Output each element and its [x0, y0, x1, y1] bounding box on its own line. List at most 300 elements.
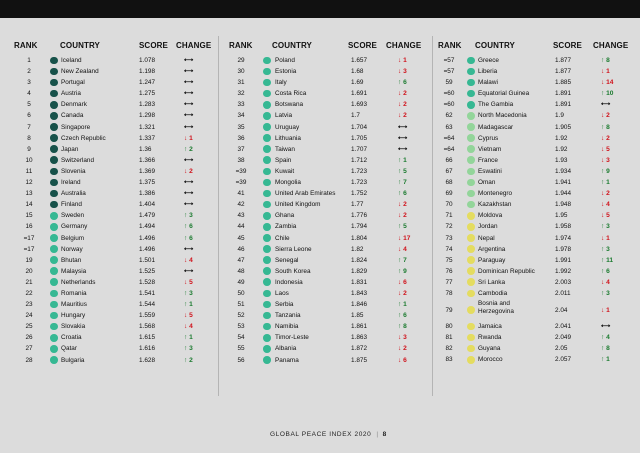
rank-header: RANK — [14, 41, 38, 50]
peace-level-dot-icon — [50, 267, 58, 275]
country-cell: Slovenia — [61, 167, 86, 175]
country-cell: Mongolia — [275, 179, 301, 187]
rank-cell: =57 — [443, 57, 455, 64]
rank-cell: 62 — [445, 112, 453, 120]
score-cell: 1.85 — [351, 312, 364, 320]
score-cell: 1.528 — [139, 278, 155, 286]
rank-cell: 77 — [445, 278, 453, 286]
peace-level-dot-icon — [263, 301, 271, 309]
score-cell: 1.275 — [139, 90, 155, 98]
country-cell: Argentina — [478, 245, 506, 253]
peace-level-dot-icon — [263, 112, 271, 120]
country-cell: United Arab Emirates — [275, 190, 336, 198]
country-cell: Malaysia — [61, 267, 87, 275]
country-cell: Chile — [275, 234, 290, 242]
rank-cell: 78 — [445, 289, 453, 297]
rank-cell: 21 — [25, 278, 33, 286]
change-cell: ↓ 4 — [184, 256, 193, 264]
change-cell: ↓ 5 — [601, 145, 610, 153]
country-cell: Hungary — [61, 312, 86, 320]
country-cell: Kuwait — [275, 167, 295, 175]
change-cell: ↑ 1 — [184, 334, 193, 342]
change-cell: ↓ 2 — [601, 190, 610, 198]
score-cell: 2.003 — [555, 278, 571, 286]
country-cell: New Zealand — [61, 68, 99, 76]
rank-cell: 44 — [237, 223, 245, 231]
change-cell: ↓ 2 — [398, 345, 407, 353]
country-cell: Denmark — [61, 101, 87, 109]
score-cell: 1.794 — [351, 223, 367, 231]
change-cell: ↓ 4 — [601, 201, 610, 209]
score-cell: 1.544 — [139, 301, 155, 309]
country-cell: France — [478, 156, 498, 164]
change-header: CHANGE — [386, 41, 422, 50]
country-cell: Slovakia — [61, 323, 86, 331]
peace-level-dot-icon — [263, 356, 271, 364]
change-cell: ⟷ — [184, 68, 194, 76]
peace-level-dot-icon — [467, 57, 475, 65]
change-cell: ↑ 6 — [184, 234, 193, 242]
country-cell: Belgium — [61, 234, 85, 242]
score-cell: 1.496 — [139, 245, 155, 253]
peace-level-dot-icon — [263, 101, 271, 109]
score-cell: 1.369 — [139, 167, 155, 175]
rank-cell: 71 — [445, 212, 453, 220]
country-cell: Dominican Republic — [478, 267, 535, 275]
peace-level-dot-icon — [263, 90, 271, 98]
rank-cell: 33 — [237, 101, 245, 109]
score-cell: 1.496 — [139, 234, 155, 242]
rank-cell: =60 — [443, 101, 455, 109]
score-cell: 2.011 — [555, 289, 571, 297]
score-cell: 1.404 — [139, 201, 155, 209]
rank-cell: 48 — [237, 267, 245, 275]
footer-divider: | — [376, 431, 379, 438]
change-cell: ↓ 4 — [184, 323, 193, 331]
score-cell: 1.198 — [139, 68, 155, 76]
rank-cell: 25 — [25, 323, 33, 331]
score-cell: 1.863 — [351, 334, 367, 342]
score-cell: 1.68 — [351, 68, 364, 76]
change-cell: ↓ 1 — [601, 306, 610, 314]
score-cell: 1.386 — [139, 190, 155, 198]
country-cell: Uruguay — [275, 123, 300, 131]
rank-header: RANK — [229, 41, 253, 50]
score-cell: 1.934 — [555, 167, 571, 175]
country-cell: Liberia — [478, 68, 498, 76]
country-cell: Cambodia — [478, 289, 508, 297]
rank-cell: 12 — [25, 179, 33, 187]
peace-level-dot-icon — [263, 168, 271, 176]
peace-level-dot-icon — [467, 267, 475, 275]
country-cell: Taiwan — [275, 145, 295, 153]
country-cell: Kazakhstan — [478, 201, 512, 209]
country-cell: Latvia — [275, 112, 293, 120]
rank-cell: 15 — [25, 212, 33, 220]
rank-cell: 29 — [237, 57, 245, 64]
change-cell: ⟷ — [184, 190, 194, 198]
peace-level-dot-icon — [50, 179, 58, 187]
change-cell: ↑ 4 — [601, 334, 610, 342]
score-cell: 1.375 — [139, 179, 155, 187]
country-cell: Namibia — [275, 323, 299, 331]
change-cell: ⟷ — [601, 323, 611, 331]
country-cell: Norway — [61, 245, 83, 253]
score-cell: 1.494 — [139, 223, 155, 231]
country-cell: Rwanda — [478, 334, 502, 342]
peace-level-dot-icon — [50, 201, 58, 209]
rank-cell: 16 — [25, 223, 33, 231]
rank-cell: 14 — [25, 201, 33, 209]
peace-level-dot-icon — [263, 179, 271, 187]
country-cell: Italy — [275, 79, 287, 87]
score-cell: 1.337 — [139, 134, 155, 142]
score-cell: 1.7 — [351, 112, 360, 120]
country-cell: Estonia — [275, 68, 297, 76]
score-header: SCORE — [553, 41, 582, 50]
rank-cell: =64 — [443, 134, 455, 142]
country-cell: Tanzania — [275, 312, 301, 320]
peace-level-dot-icon — [467, 256, 475, 264]
country-cell: Iceland — [61, 57, 82, 64]
country-cell: Sierra Leone — [275, 245, 312, 253]
rank-cell: 11 — [25, 167, 33, 175]
peace-level-dot-icon — [263, 234, 271, 242]
score-cell: 1.247 — [139, 79, 155, 87]
change-cell: ↓ 2 — [398, 289, 407, 297]
peace-level-dot-icon — [263, 223, 271, 231]
peace-level-dot-icon — [467, 190, 475, 198]
score-cell: 1.704 — [351, 123, 367, 131]
country-cell: Czech Republic — [61, 134, 106, 142]
country-cell: Paraguay — [478, 256, 506, 264]
score-cell: 1.36 — [139, 145, 152, 153]
rank-cell: 35 — [237, 123, 245, 131]
country-cell: Jamaica — [478, 323, 502, 331]
rank-cell: =39 — [235, 179, 247, 187]
rank-cell: 19 — [25, 256, 33, 264]
footer-title: GLOBAL PEACE INDEX 2020 — [270, 431, 372, 438]
rank-cell: =17 — [23, 234, 35, 242]
country-cell: Laos — [275, 289, 289, 297]
change-cell: ↓ 1 — [601, 234, 610, 242]
score-cell: 1.479 — [139, 212, 155, 220]
rank-cell: =39 — [235, 167, 247, 175]
rank-cell: 50 — [237, 289, 245, 297]
change-cell: ↓ 6 — [398, 278, 407, 286]
rank-cell: 54 — [237, 334, 245, 342]
score-cell: 1.843 — [351, 289, 367, 297]
change-cell: ↑ 1 — [601, 356, 610, 364]
peace-level-dot-icon — [263, 212, 271, 220]
rank-cell: 79 — [445, 306, 453, 314]
peace-level-dot-icon — [467, 201, 475, 209]
country-cell: Malawi — [478, 79, 498, 87]
country-cell: Spain — [275, 156, 292, 164]
peace-level-dot-icon — [263, 267, 271, 275]
peace-level-dot-icon — [50, 156, 58, 164]
country-cell: Madagascar — [478, 123, 514, 131]
change-cell: ↑ 5 — [398, 223, 407, 231]
country-cell: Sri Lanka — [478, 278, 505, 286]
change-cell: ↑ 8 — [601, 345, 610, 353]
change-cell: ↓ 4 — [398, 245, 407, 253]
change-cell: ↑ 3 — [184, 289, 193, 297]
rank-header: RANK — [438, 41, 462, 50]
change-cell: ↑ 1 — [601, 179, 610, 187]
country-cell: Greece — [478, 57, 499, 64]
rank-cell: 76 — [445, 267, 453, 275]
country-header: COUNTRY — [272, 41, 312, 50]
score-cell: 1.831 — [351, 278, 367, 286]
country-cell: Costa Rica — [275, 90, 307, 98]
country-cell: Equatorial Guinea — [478, 90, 530, 98]
country-cell: Canada — [61, 112, 84, 120]
peace-level-dot-icon — [50, 90, 58, 98]
change-cell: ↑ 6 — [601, 267, 610, 275]
country-cell: Botswana — [275, 101, 304, 109]
rank-cell: 42 — [237, 201, 245, 209]
country-cell: Albania — [275, 345, 297, 353]
peace-level-dot-icon — [467, 168, 475, 176]
change-cell: ↑ 1 — [398, 301, 407, 309]
peace-level-dot-icon — [263, 123, 271, 131]
rank-cell: 73 — [445, 234, 453, 242]
score-cell: 1.559 — [139, 312, 155, 320]
country-cell: Serbia — [275, 301, 294, 309]
country-cell: Lithuania — [275, 134, 301, 142]
score-cell: 1.321 — [139, 123, 155, 131]
rank-cell: 26 — [25, 334, 33, 342]
change-cell: ↑ 5 — [398, 167, 407, 175]
score-cell: 1.861 — [351, 323, 367, 331]
score-cell: 1.944 — [555, 190, 571, 198]
score-cell: 1.723 — [351, 179, 367, 187]
score-cell: 1.525 — [139, 267, 155, 275]
change-cell: ↓ 1 — [601, 68, 610, 76]
change-cell: ↓ 3 — [398, 68, 407, 76]
rank-cell: 34 — [237, 112, 245, 120]
change-cell: ⟷ — [184, 156, 194, 164]
change-cell: ⟷ — [184, 90, 194, 98]
peace-level-dot-icon — [263, 323, 271, 331]
country-cell: Finland — [61, 201, 82, 209]
score-cell: 1.752 — [351, 190, 367, 198]
rank-cell: 31 — [237, 79, 245, 87]
rank-cell: 22 — [25, 289, 33, 297]
score-cell: 1.93 — [555, 156, 568, 164]
peace-level-dot-icon — [50, 57, 58, 65]
change-cell: ↓ 1 — [184, 134, 193, 142]
change-cell: ⟷ — [184, 123, 194, 131]
score-cell: 1.707 — [351, 145, 367, 153]
column-divider — [432, 36, 433, 396]
change-cell: ↓ 5 — [184, 278, 193, 286]
rank-cell: 2 — [27, 68, 31, 76]
change-cell: ↓ 5 — [601, 212, 610, 220]
score-cell: 1.991 — [555, 256, 571, 264]
change-cell: ⟷ — [398, 134, 408, 142]
score-cell: 1.891 — [555, 90, 571, 98]
rank-cell: 20 — [25, 267, 33, 275]
country-cell: Eswatini — [478, 167, 502, 175]
change-cell: ↑ 8 — [601, 123, 610, 131]
score-cell: 1.691 — [351, 90, 367, 98]
score-cell: 1.92 — [555, 145, 568, 153]
rank-cell: 13 — [25, 190, 33, 198]
peace-level-dot-icon — [50, 123, 58, 131]
rank-cell: 72 — [445, 223, 453, 231]
peace-level-dot-icon — [263, 145, 271, 153]
change-cell: ↑ 9 — [398, 267, 407, 275]
change-cell: ↓ 1 — [398, 57, 407, 64]
peace-level-dot-icon — [467, 306, 475, 314]
country-header: COUNTRY — [60, 41, 100, 50]
change-cell: ↑ 7 — [398, 256, 407, 264]
country-header: COUNTRY — [475, 41, 515, 50]
change-cell: ⟷ — [184, 79, 194, 87]
peace-level-dot-icon — [467, 179, 475, 187]
change-cell: ⟷ — [184, 179, 194, 187]
page-number: 8 — [382, 431, 387, 438]
change-cell: ↓ 3 — [398, 334, 407, 342]
peace-level-dot-icon — [467, 223, 475, 231]
peace-level-dot-icon — [467, 334, 475, 342]
peace-level-dot-icon — [263, 278, 271, 286]
country-cell: Nepal — [478, 234, 495, 242]
peace-level-dot-icon — [467, 112, 475, 120]
peace-level-dot-icon — [50, 168, 58, 176]
rank-cell: 51 — [237, 301, 245, 309]
country-cell: Bulgaria — [61, 356, 85, 364]
score-cell: 2.057 — [555, 356, 571, 364]
score-cell: 1.829 — [351, 267, 367, 275]
score-cell: 1.69 — [351, 79, 364, 87]
change-cell: ↑ 3 — [184, 345, 193, 353]
country-cell: Senegal — [275, 256, 299, 264]
score-cell: 1.568 — [139, 323, 155, 331]
score-cell: 1.824 — [351, 256, 367, 264]
peace-level-dot-icon — [467, 68, 475, 76]
country-cell: Timor-Leste — [275, 334, 309, 342]
rank-cell: 83 — [445, 356, 453, 364]
peace-level-dot-icon — [50, 312, 58, 320]
country-cell: Oman — [478, 179, 496, 187]
change-cell: ⟷ — [601, 101, 611, 109]
change-cell: ↑ 1 — [184, 301, 193, 309]
rank-cell: 82 — [445, 345, 453, 353]
score-cell: 1.616 — [139, 345, 155, 353]
change-cell: ↑ 1 — [398, 156, 407, 164]
peace-level-dot-icon — [467, 212, 475, 220]
rank-cell: 30 — [237, 68, 245, 76]
rank-cell: 32 — [237, 90, 245, 98]
country-cell: Singapore — [61, 123, 91, 131]
change-cell: ↓ 2 — [398, 201, 407, 209]
rank-cell: 53 — [237, 323, 245, 331]
country-cell: Australia — [61, 190, 86, 198]
country-cell: Moldova — [478, 212, 503, 220]
change-cell: ↑ 6 — [398, 312, 407, 320]
page-footer — [270, 431, 387, 438]
score-cell: 1.615 — [139, 334, 155, 342]
peace-level-dot-icon — [467, 356, 475, 364]
country-cell: Montenegro — [478, 190, 513, 198]
change-cell: ↓ 17 — [398, 234, 411, 242]
score-cell: 1.92 — [555, 134, 568, 142]
country-cell: Qatar — [61, 345, 77, 353]
peace-level-dot-icon — [50, 134, 58, 142]
rank-cell: 66 — [445, 156, 453, 164]
peace-level-dot-icon — [50, 323, 58, 331]
score-cell: 1.872 — [351, 345, 367, 353]
change-cell: ⟷ — [184, 245, 194, 253]
rank-cell: 7 — [27, 123, 31, 131]
peace-level-dot-icon — [50, 356, 58, 364]
country-cell: Panama — [275, 356, 299, 364]
change-cell: ↓ 5 — [184, 312, 193, 320]
rank-cell: 10 — [25, 156, 33, 164]
score-cell: 1.705 — [351, 134, 367, 142]
change-cell: ↓ 6 — [398, 356, 407, 364]
rank-cell: 68 — [445, 179, 453, 187]
peace-level-dot-icon — [467, 101, 475, 109]
rank-cell: =64 — [443, 145, 455, 153]
rank-cell: =17 — [23, 245, 35, 253]
score-cell: 1.501 — [139, 256, 155, 264]
peace-level-dot-icon — [467, 345, 475, 353]
rank-cell: 41 — [237, 190, 245, 198]
change-cell: ↓ 3 — [601, 156, 610, 164]
peace-level-dot-icon — [263, 312, 271, 320]
score-cell: 1.877 — [555, 57, 571, 64]
rank-cell: 80 — [445, 323, 453, 331]
peace-level-dot-icon — [263, 190, 271, 198]
peace-level-dot-icon — [467, 323, 475, 331]
country-cell: Zambia — [275, 223, 297, 231]
rank-cell: 8 — [27, 134, 31, 142]
change-cell: ⟷ — [398, 145, 408, 153]
score-cell: 1.974 — [555, 234, 571, 242]
change-cell: ⟷ — [184, 101, 194, 109]
change-cell: ↑ 2 — [184, 356, 193, 364]
change-cell: ↑ 7 — [398, 179, 407, 187]
score-cell: 1.804 — [351, 234, 367, 242]
country-cell: United Kingdom — [275, 201, 321, 209]
rank-cell: 9 — [27, 145, 31, 153]
country-cell: Netherlands — [61, 278, 96, 286]
rank-cell: 1 — [27, 57, 31, 64]
change-cell: ↑ 6 — [398, 190, 407, 198]
peace-level-dot-icon — [50, 290, 58, 298]
change-cell: ↓ 4 — [601, 278, 610, 286]
country-cell: Romania — [61, 289, 87, 297]
top-black-bar — [0, 0, 640, 18]
rank-cell: =57 — [443, 68, 455, 76]
rank-cell: 69 — [445, 190, 453, 198]
peace-level-dot-icon — [467, 90, 475, 98]
rank-cell: 70 — [445, 201, 453, 209]
rank-cell: 24 — [25, 312, 33, 320]
peace-level-dot-icon — [467, 290, 475, 298]
change-cell: ⟷ — [184, 112, 194, 120]
change-cell: ↑ 3 — [601, 223, 610, 231]
rank-cell: 45 — [237, 234, 245, 242]
change-cell: ↓ 2 — [398, 101, 407, 109]
country-cell: Ireland — [61, 179, 81, 187]
rank-cell: 6 — [27, 112, 31, 120]
score-cell: 1.978 — [555, 245, 571, 253]
